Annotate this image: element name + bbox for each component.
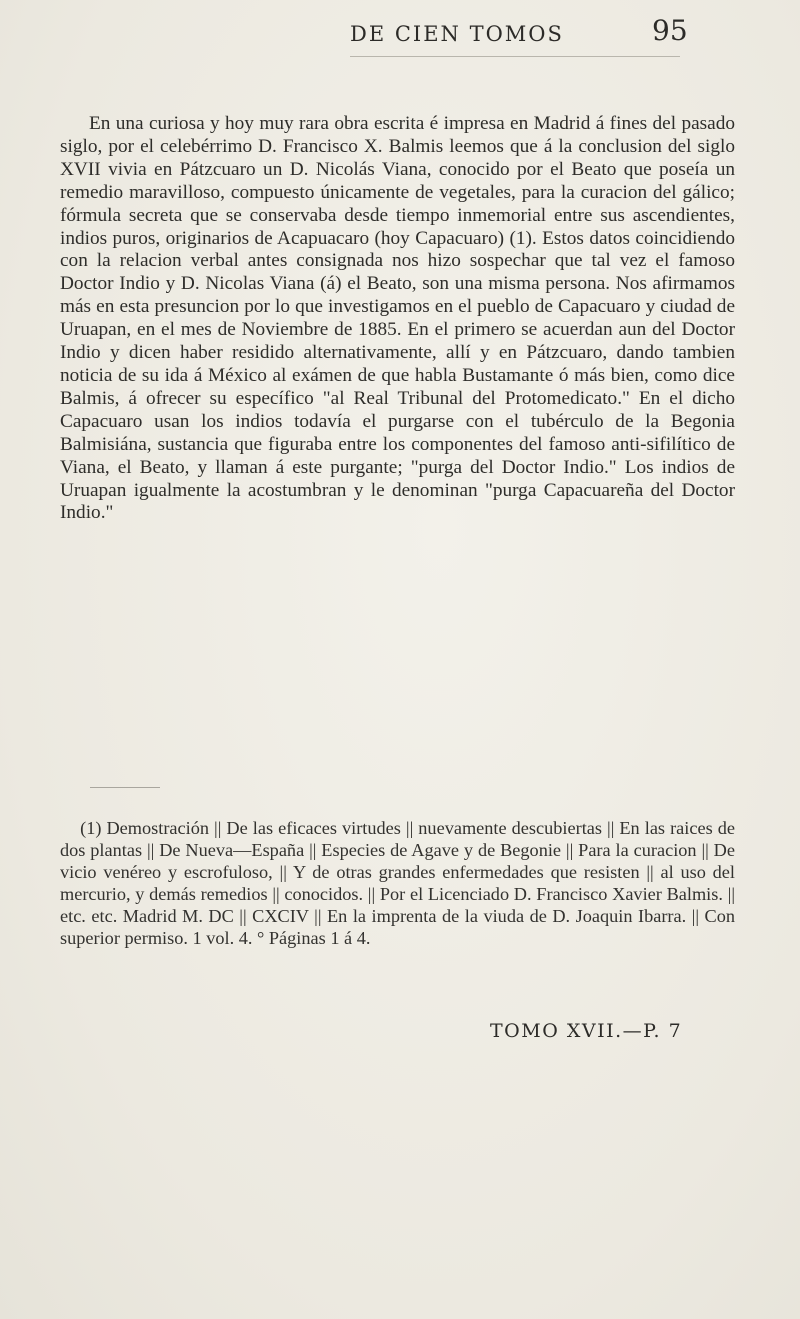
body-paragraph: En una curiosa y hoy muy rara obra escrita é impresa en Madrid á fines del pasado siglo, por el celebérrimo D. Francisco X. Balmis leemos que á la conclusion del siglo XVII vivia en Pátzcuaro un D. Nicolás Viana, conocido por el Beato que poseía un remedio maravilloso, compuesto únicamente de vegetales, para la curacion del gálico; fórmula secreta que se conservaba desde tiempo inmemorial entre sus ascendientes, indios puros, originarios de Acapuacaro (hoy Capacuaro) (1). Estos datos coincidiendo con la relacion verbal antes consignada nos hizo sospechar que tal vez el famoso Doctor Indio y D. Nicolas Viana (á) el Beato, son una misma persona. Nos afirmamos más en esta presuncion por lo que investigamos en el pueblo de Capacuaro y ciudad de Uruapan, en el mes de Noviembre de 1885. En el primero se acuerdan aun del Doctor Indio y dicen haber residido alternativamente, allí y en Pátzcuaro, dando tambien noticia de su ida á México al exámen de que habla Bustamante ó más bien, como dice Balmis, á ofrecer su específico "al Real Tribunal del Protomedicato." En el dicho Capacuaro usan los indios todavía el purgarse con el tubérculo de la Begonia Balmisiána, sustancia que figuraba entre los componentes del famoso anti-sifilítico de Viana, el Beato, y llaman á este purgante; "purga del Doctor Indio." Los indios de Uruapan igualmente la acostumbran y le denominan "purga Capacuareña del Doctor Indio." <box>60 113 735 524</box>
signature-line: TOMO XVII.—P. 7 <box>490 1020 683 1042</box>
page-number: 95 <box>652 14 688 47</box>
header-rule <box>350 56 680 57</box>
footnote-separator <box>90 787 160 788</box>
running-head: DE CIEN TOMOS <box>350 22 564 46</box>
footnote: (1) Demostración || De las eficaces virtudes || nuevamente descubiertas || En las raices de dos plantas || De Nueva—España || Especies de Agave y de Begonie || Para la curacion || De vicio venéreo y escrofuloso, || Y de otras grandes enfermedades que resisten || al uso del mercurio, y demás remedios || conocidos. || Por el Licenciado D. Francisco Xavier Balmis. || etc. etc. Madrid M. DC || CXCIV || En la imprenta de la viuda de D. Joaquin Ibarra. || Con superior permiso. 1 vol. 4. ° Páginas 1 á 4. <box>60 818 735 948</box>
